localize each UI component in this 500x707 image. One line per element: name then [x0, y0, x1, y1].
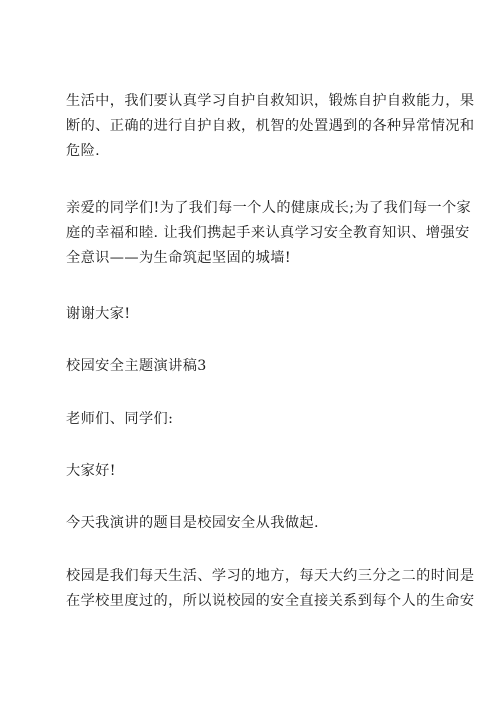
- section-heading: [66, 354, 442, 379]
- paragraph-thanks: [66, 302, 442, 327]
- text-line: 断的、正确的进行自护自救，机智的处置遇到的各种异常情况和: [66, 118, 475, 134]
- text-line: 亲爱的同学们!为了我们每一个人的健康成长;为了我们每一个家: [66, 200, 472, 216]
- paragraph-self-protection: [66, 89, 475, 164]
- paragraph-greeting: [66, 459, 442, 484]
- paragraph-campus: [66, 564, 475, 614]
- text-line: 在学校里度过的，所以说校园的安全直接关系到每个人的生命安: [66, 593, 475, 609]
- text-line: 校园是我们每天生活、学习的地方，每天大约三分之二的时间是: [66, 568, 475, 584]
- paragraph-appeal: [66, 196, 472, 271]
- text-line: 庭的幸福和睦. 让我们携起手来认真学习安全教育知识、增强安: [66, 225, 470, 241]
- text-line: 校园安全主题演讲稿3: [66, 358, 207, 374]
- text-line: 生活中，我们要认真学习自护自救知识，锻炼自护自救能力，果: [66, 93, 475, 109]
- paragraph-salutation: [66, 407, 442, 432]
- text-line: 大家好!: [66, 463, 116, 479]
- text-line: 危险.: [66, 143, 101, 159]
- text-line: 今天我演讲的题目是校园安全从我做起.: [66, 515, 319, 531]
- text-line: 全意识——为生命筑起坚固的城墙!: [66, 250, 291, 266]
- text-line: 老师们、同学们:: [66, 411, 174, 427]
- paragraph-topic: [66, 511, 442, 536]
- text-line: 谢谢大家!: [66, 306, 131, 322]
